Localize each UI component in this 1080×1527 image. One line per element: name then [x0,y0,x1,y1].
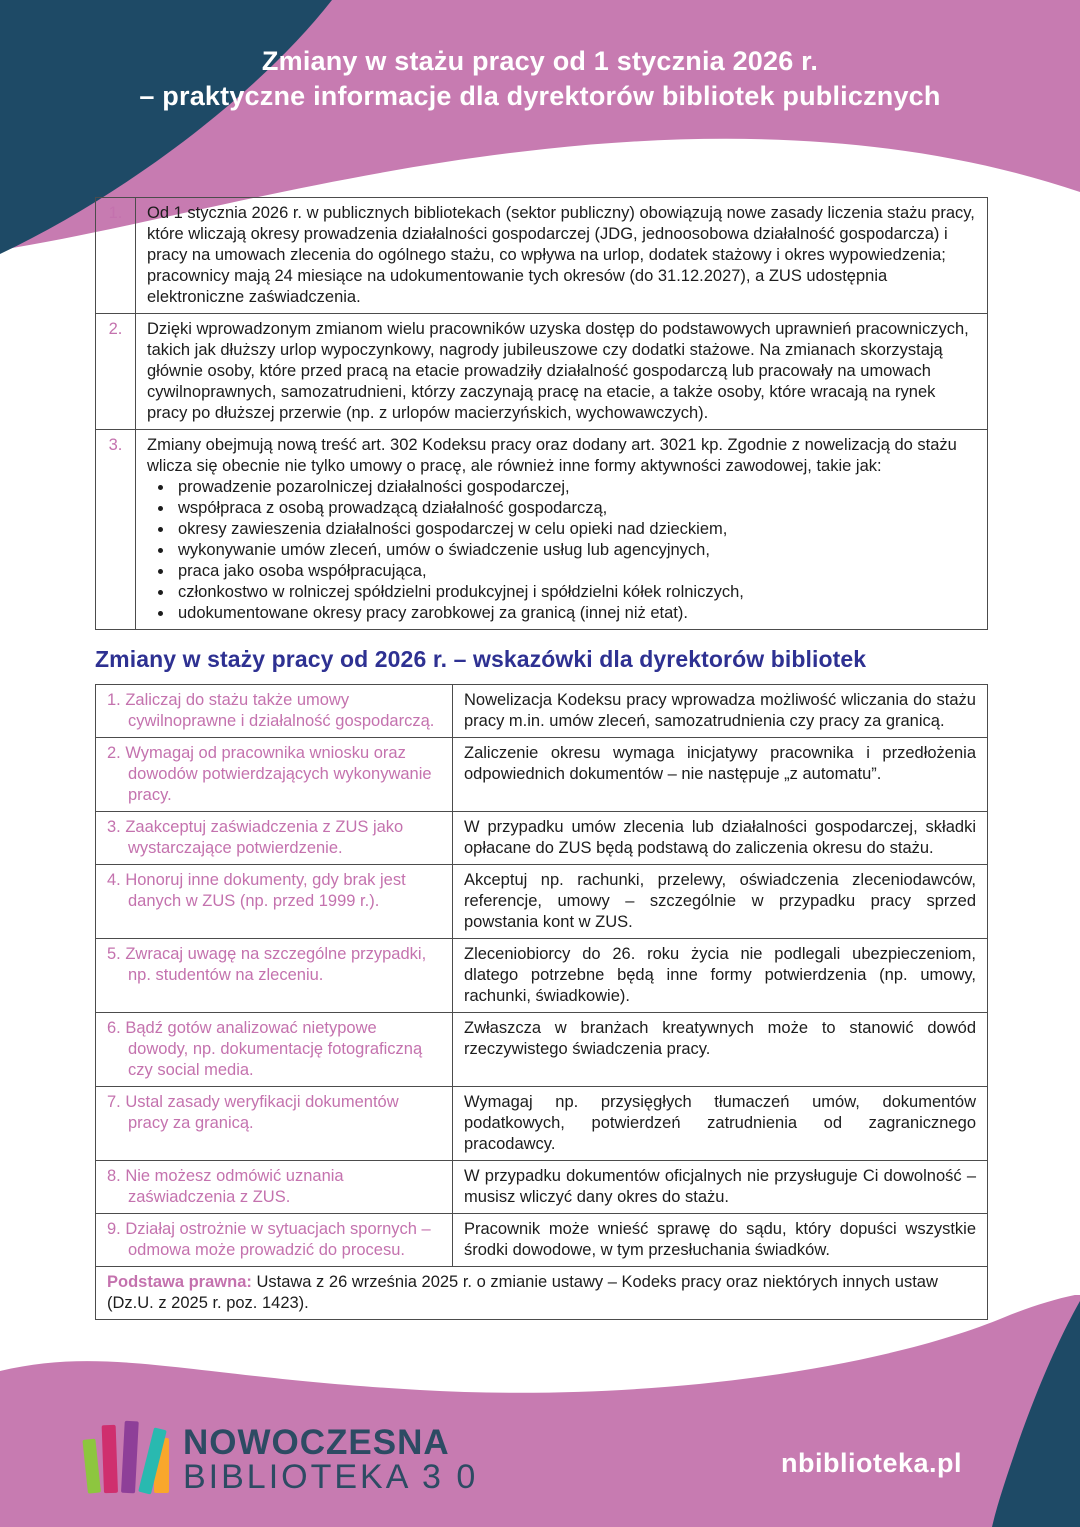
detail-cell: W przypadku dokumentów oficjalnych nie przysługuje Ci dowolność – musisz wliczyć dany okres do stażu. [453,1161,988,1214]
books-icon [88,1419,169,1497]
page-title-line2: – praktyczne informacje dla dyrektorów bibliotek publicznych [139,80,941,111]
row-text: Dzięki wprowadzonym zmianom wielu pracowników uzyska dostęp do podstawowych uprawnień pracowniczych, takich jak dłuższy urlop wypoczynkowy, nagrody jubileuszowe czy dodatki stażowe. Na zmianach skorzystają głównie osoby, które przed pracą na etacie prowadziły działalność gospodarczą lub pracowały na umowach cywilnoprawnych, samozatrudnieni, którzy zaczynają pracę na etacie, a także osoby, które wracają na rynek pracy po dłuższej przerwie (np. z urlopów macierzyńskich, wychowawczych). [136,314,988,430]
tip-cell [96,1013,453,1087]
legal-basis-text: Ustawa z 26 września 2025 r. o zmianie ustawy – Kodeks pracy oraz niektórych innych ustaw (Dz.U. z 2025 r. poz. 1423). [107,1273,938,1312]
row-number: 1. [96,198,136,314]
tip-text: 9. Działaj ostrożnie w sytuacjach spornych – odmowa może prowadzić do procesu. [107,1220,431,1259]
row-intro-paragraph: Zmiany obejmują nową treść art. 302 Kodeksu pracy oraz dodany art. 3021 kp. Zgodnie z nowelizacją do stażu wlicza się obecnie nie tylko umowy o pracę, ale również inne formy aktywności zawodowej, takie jak: [147,436,957,475]
main-content [95,197,988,1320]
bullet-item: • udokumentowane okresy pracy zarobkowej za granicą (innej niż etat). [174,603,976,624]
table-row [96,1214,988,1267]
detail-cell: W przypadku umów zlecenia lub działalności gospodarczej, składki opłacane do ZUS będą podstawą do zaliczenia okresu do stażu. [453,812,988,865]
tip-cell [96,939,453,1013]
table-row [96,865,988,939]
tip-text: 6. Bądź gotów analizować nietypowe dowody, np. dokumentację fotograficzną czy social media. [107,1019,423,1079]
row-number: 2. [96,314,136,430]
tip-cell [96,738,453,812]
intro-table [95,197,988,630]
detail-cell: Pracownik może wnieść sprawę do sądu, który dopuści wszystkie środki dowodowe, w tym przesłuchania świadków. [453,1214,988,1267]
website-url: nbiblioteka.pl [780,1448,962,1478]
row-text [136,430,988,630]
tip-cell [96,865,453,939]
detail-cell: Akceptuj np. rachunki, przelewy, oświadczenia zleceniodawców, referencje, umowy – szczególnie w przypadku pracy sprzed powstania kont w ZUS. [453,865,988,939]
logo-text [183,1422,479,1497]
page-title [0,44,1080,113]
bullet-item: • współpraca z osobą prowadzącą działalność gospodarczą, [174,498,976,519]
logo-line2: BIBLIOTEKA 3 0 [183,1458,479,1497]
tip-text: 8. Nie możesz odmówić uznania zaświadczenia z ZUS. [107,1167,344,1206]
bullet-list [157,477,976,624]
detail-cell: Wymagaj np. przysięgłych tłumaczeń umów, dokumentów podatkowych, potwierdzeń zatrudnienia od zagranicznego pracodawcy. [453,1087,988,1161]
detail-cell: Zleceniobiorcy do 26. roku życia nie podlegali ubezpieczeniom, dlatego potrzebne będą inne formy potwierdzenia (np. umowy, rachunki, świadkowie). [453,939,988,1013]
table-row [96,939,988,1013]
table-row [96,1087,988,1161]
tip-text: 1. Zaliczaj do stażu także umowy cywilnoprawne i działalność gospodarczą. [107,691,435,730]
book-magenta-icon [102,1425,118,1493]
book-purple-icon [121,1421,139,1494]
page-title-line1: Zmiany w stażu pracy od 1 stycznia 2026 r. [261,46,819,76]
table-row [96,685,988,738]
detail-cell: Zaliczenie okresu wymaga inicjatywy pracownika i przedłożenia odpowiednich dokumentów – nie następuje „z automatu”. [453,738,988,812]
tip-cell [96,685,453,738]
nowoczesna-biblioteka-logo [88,1419,478,1497]
tip-cell [96,812,453,865]
section-heading: Zmiany w staży pracy od 2026 r. – wskazówki dla dyrektorów bibliotek [95,646,867,672]
tips-table [95,684,988,1320]
table-row [96,198,988,314]
bullet-item: • prowadzenie pozarolniczej działalności gospodarczej, [174,477,976,498]
tip-text: 2. Wymagaj od pracownika wniosku oraz dowodów potwierdzających wykonywanie pracy. [107,744,432,804]
table-row [96,430,988,630]
bullet-item: • wykonywanie umów zleceń, umów o świadczenie usług lub agencyjnych, [174,540,976,561]
detail-cell: Zwłaszcza w branżach kreatywnych może to stanowić dowód rzeczywistego świadczenia pracy. [453,1013,988,1087]
table-row [96,1161,988,1214]
tip-cell [96,1087,453,1161]
tip-cell [96,1161,453,1214]
row-text: Od 1 stycznia 2026 r. w publicznych bibliotekach (sektor publiczny) obowiązują nowe zasady liczenia stażu pracy, które wliczają okresy prowadzenia działalności gospodarczej (JDG, jednoosobowa działalność gospodarcza) i pracy na umowach zlecenia do ogólnego stażu, co wpływa na urlop, dodatek stażowy i okres wypowiedzenia; pracownicy mają 24 miesiące na udokumentowanie tych okresów (do 31.12.2027), a ZUS udostępnia elektroniczne zaświadczenia. [136,198,988,314]
legal-basis-label: Podstawa prawna: [107,1273,252,1291]
table-row [96,738,988,812]
tip-cell [96,1214,453,1267]
logo-line1: NOWOCZESNA [183,1422,450,1462]
bullet-item: • praca jako osoba współpracująca, [174,561,976,582]
table-row [96,812,988,865]
bullet-item: • członkostwo w rolniczej spółdzielni produkcyjnej i spółdzielni kółek rolniczych, [174,582,976,603]
tip-text: 7. Ustal zasady weryfikacji dokumentów pracy za granicą. [107,1093,399,1132]
legal-basis-cell [96,1267,988,1320]
table-row [96,1013,988,1087]
table-row [96,1267,988,1320]
row-number: 3. [96,430,136,630]
bullet-item: • okresy zawieszenia działalności gospodarczej w celu opieki nad dzieckiem, [174,519,976,540]
table-row [96,314,988,430]
tip-text: 5. Zwracaj uwagę na szczególne przypadki, np. studentów na zleceniu. [107,945,427,984]
detail-cell: Nowelizacja Kodeksu pracy wprowadza możliwość wliczania do stażu pracy m.in. umów zleceń, samozatrudnienia czy pracy za granicą. [453,685,988,738]
tip-text: 4. Honoruj inne dokumenty, gdy brak jest danych w ZUS (np. przed 1999 r.). [107,871,406,910]
tip-text: 3. Zaakceptuj zaświadczenia z ZUS jako wystarczające potwierdzenie. [107,818,404,857]
